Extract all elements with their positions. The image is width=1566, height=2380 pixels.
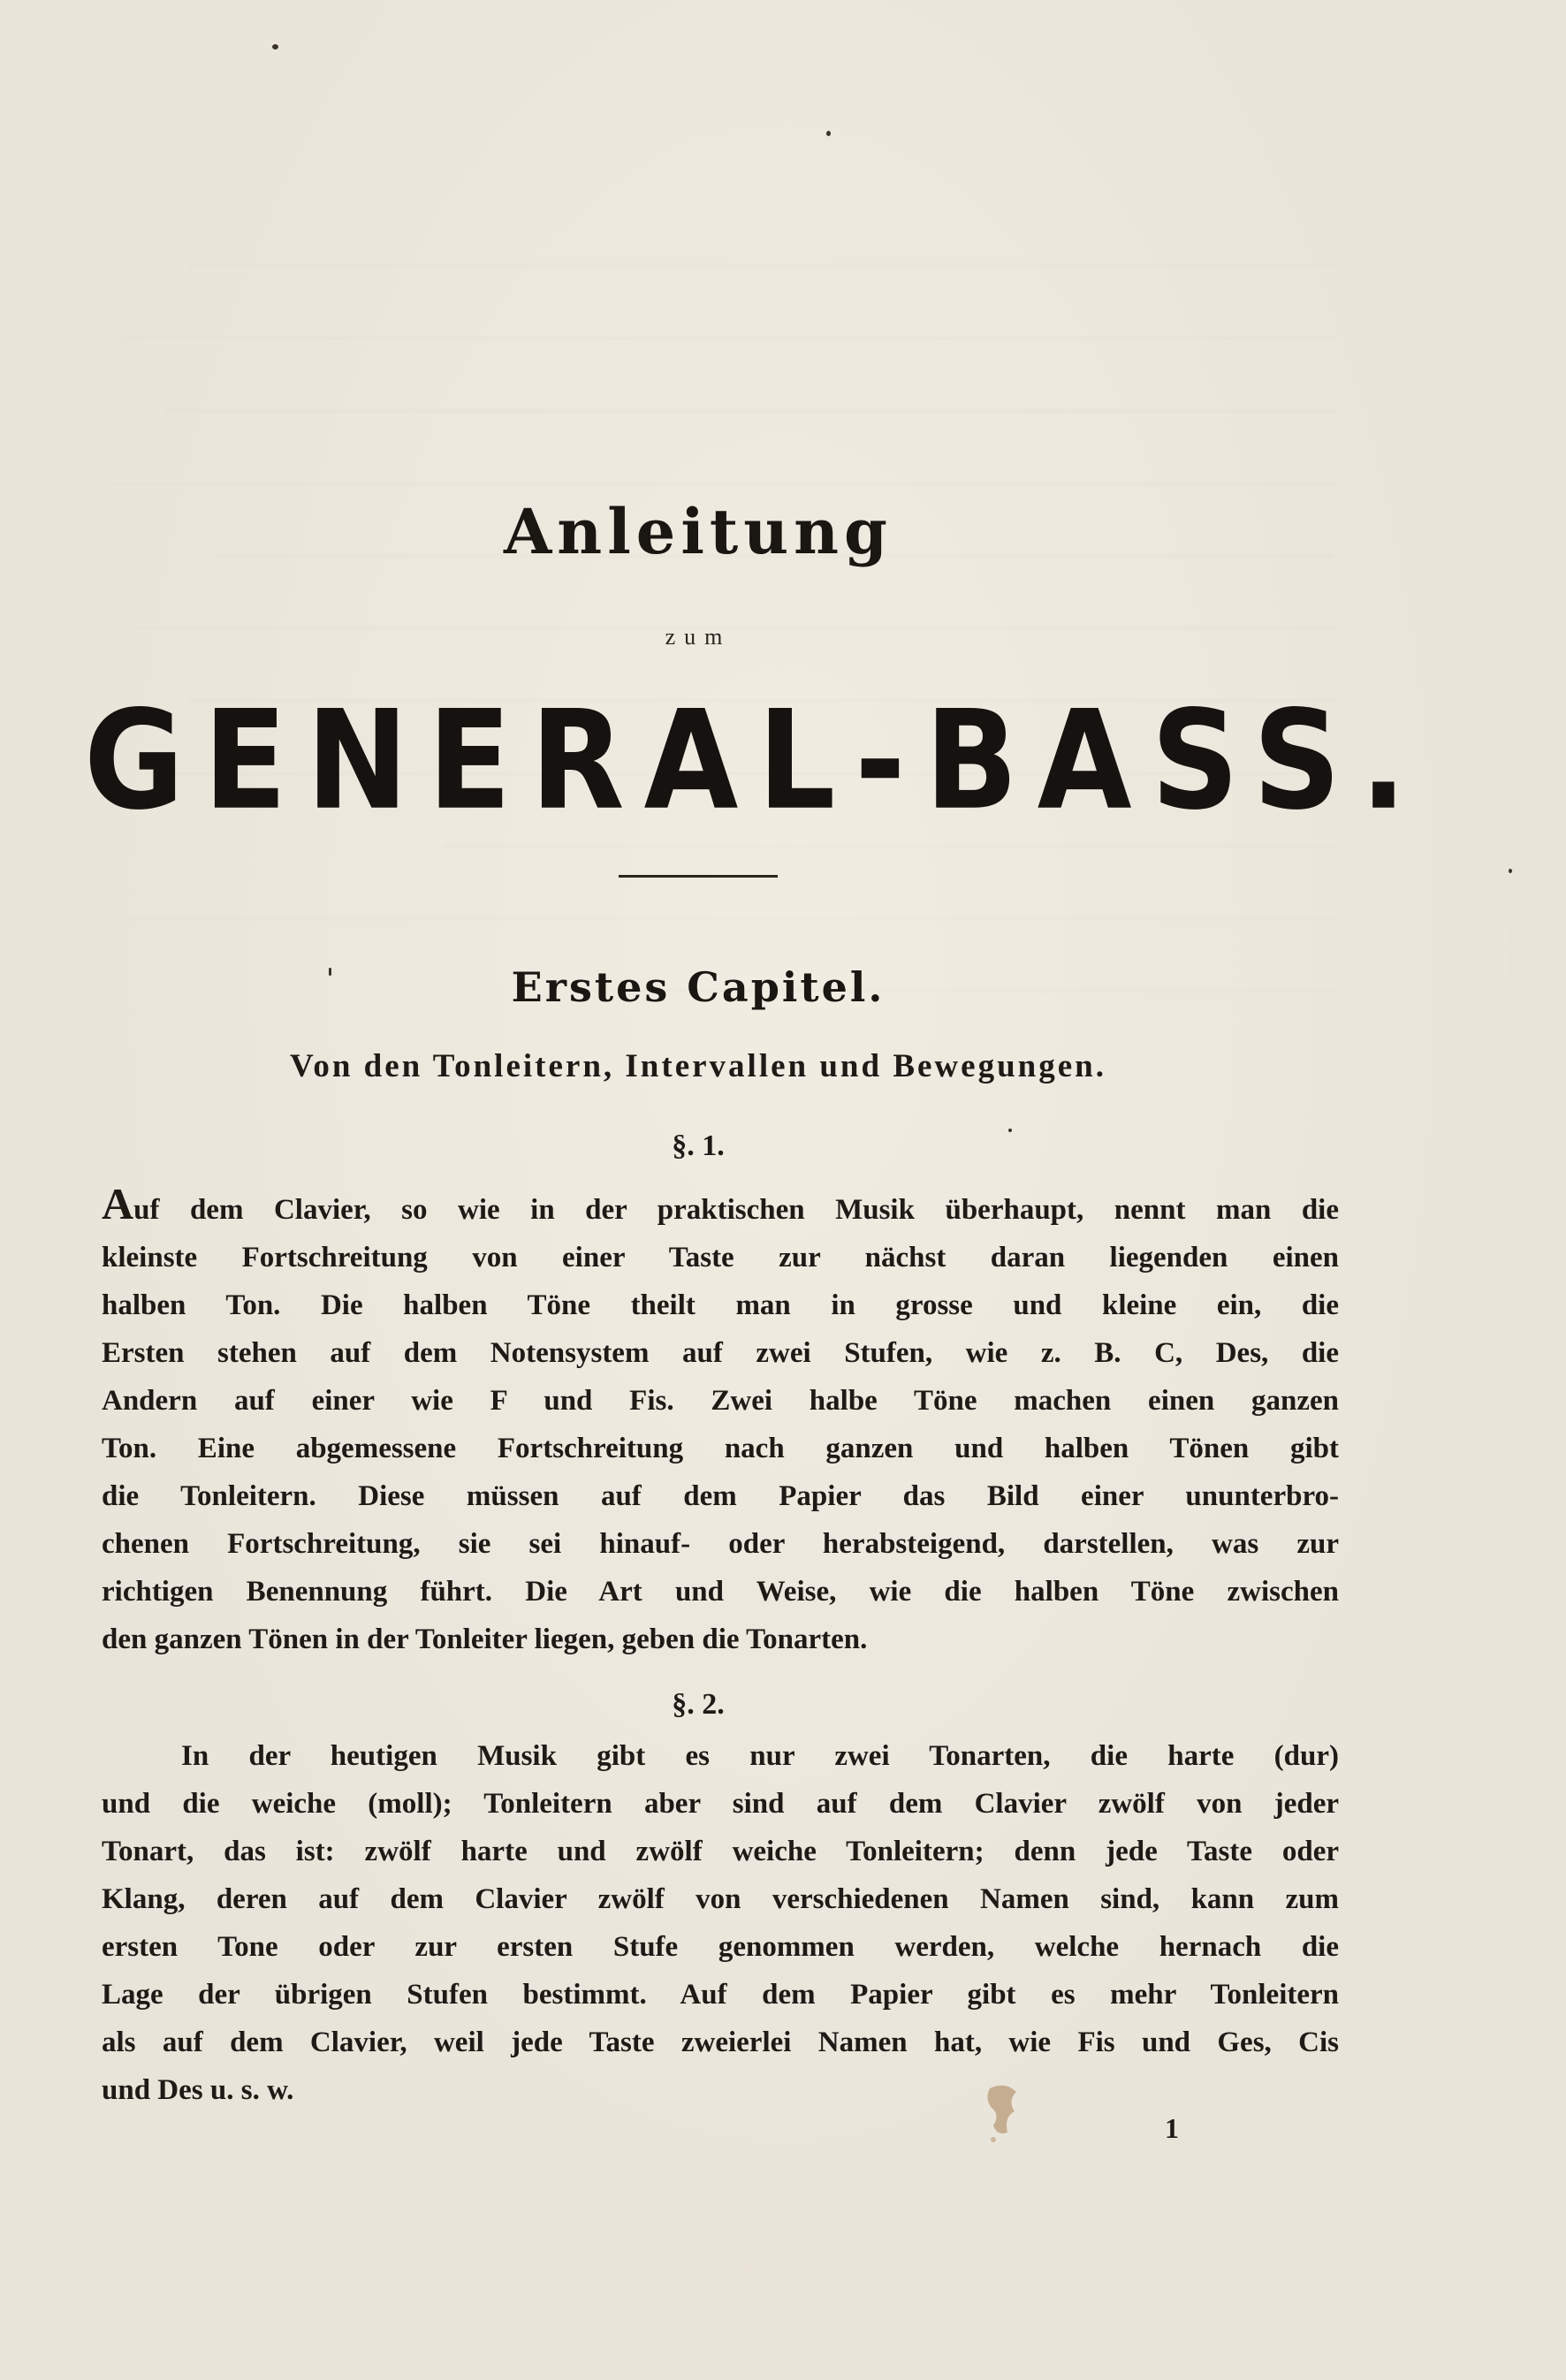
title-divider xyxy=(619,875,778,878)
title-connector: zum xyxy=(665,624,732,650)
paper-speck xyxy=(826,131,831,136)
text-line: den ganzen Tönen in der Tonleiter liegen, geben die Tonarten. xyxy=(102,1623,868,1655)
text-line: chenen Fortschreitung, sie sei hinauf- oder herabsteigend, darstellen, was zur xyxy=(102,1528,1339,1560)
text-line: als auf dem Clavier, weil jede Taste zweierlei Namen hat, wie Fis und Ges, Cis xyxy=(102,2026,1339,2058)
page-number: 1 xyxy=(1165,2112,1179,2144)
title-subject: GENERAL-BASS. xyxy=(84,681,1426,840)
paper-speck xyxy=(1509,869,1512,873)
text-line: ersten Tone oder zur ersten Stufe genommen werden, welche hernach die xyxy=(102,1931,1339,1963)
text-line: Klang, deren auf dem Clavier zwölf von verschiedenen Namen sind, kann zum xyxy=(102,1883,1339,1915)
paper-speck xyxy=(272,44,278,49)
section-label-2: §. 2. xyxy=(672,1688,725,1721)
text-line: die Tonleitern. Diese müssen auf dem Papier das Bild einer ununterbro- xyxy=(102,1480,1339,1512)
text-line: und Des u. s. w. xyxy=(102,2074,294,2106)
text-line: Andern auf einer wie F und Fis. Zwei halbe Töne machen einen ganzen xyxy=(102,1385,1339,1417)
text-line: Lage der übrigen Stufen bestimmt. Auf dem Papier gibt es mehr Tonleitern xyxy=(102,1979,1339,2011)
text-line: richtigen Benennung führt. Die Art und Weise, wie die halben Töne zwischen xyxy=(102,1576,1339,1608)
chapter-heading: Erstes Capitel. xyxy=(511,963,886,1011)
title-main: Anleitung xyxy=(504,495,893,568)
chapter-subtitle: Von den Tonleitern, Intervallen und Bewegungen. xyxy=(290,1048,1106,1084)
text-line: Ersten stehen auf dem Notensystem auf zwei Stufen, wie z. B. C, Des, die xyxy=(102,1337,1339,1369)
text-line: Ton. Eine abgemessene Fortschreitung nach ganzen und halben Tönen gibt xyxy=(102,1433,1339,1464)
text-line: halben Ton. Die halben Töne theilt man in grosse und kleine ein, die xyxy=(102,1289,1339,1321)
section-label-1: §. 1. xyxy=(672,1129,725,1162)
text-line: und die weiche (moll); Tonleitern aber sind auf dem Clavier zwölf von jeder xyxy=(102,1788,1339,1820)
text-line: kleinste Fortschreitung von einer Taste zur nächst daran liegenden einen xyxy=(102,1242,1339,1274)
drop-cap: A xyxy=(102,1179,134,1228)
paragraph-1 xyxy=(102,1179,1339,1663)
text-line: Auf dem Clavier, so wie in der praktischen Musik überhaupt, nennt man die xyxy=(102,1179,1339,1228)
text-line: In der heutigen Musik gibt es nur zwei Tonarten, die harte (dur) xyxy=(181,1740,1339,1772)
text-line: Tonart, das ist: zwölf harte und zwölf weiche Tonleitern; denn jede Taste oder xyxy=(102,1836,1339,1867)
paragraph-2 xyxy=(102,1732,1339,2114)
